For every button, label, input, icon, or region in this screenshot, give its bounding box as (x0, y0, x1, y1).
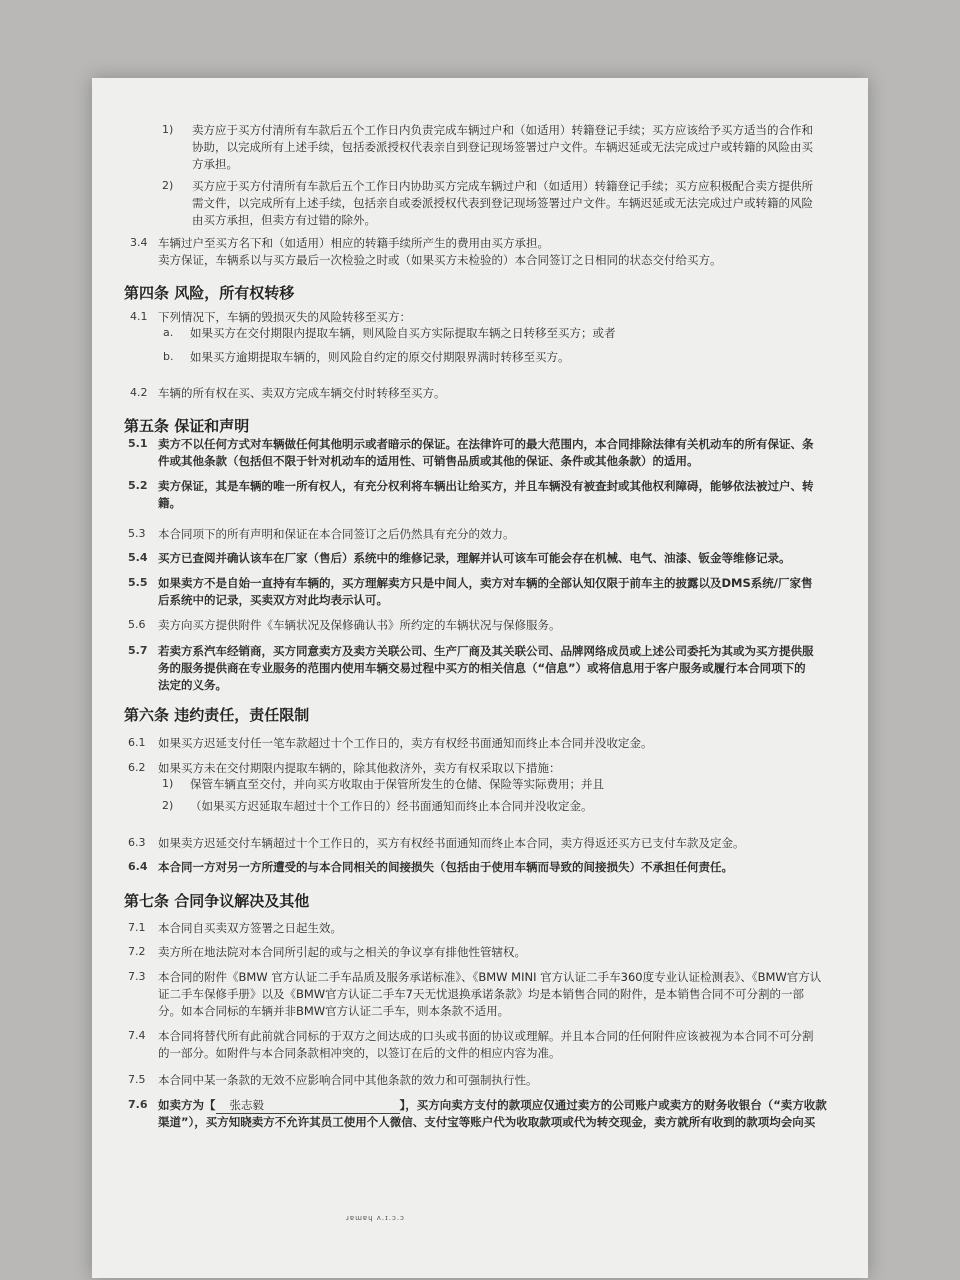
contract-page (92, 78, 868, 1278)
clause-text-line: 分。如本合同标的车辆并非BMW官方认证二手车，则本条款不适用。 (158, 1004, 510, 1018)
clause-text-line: 卖方保证，其是车辆的唯一所有权人，有充分权利将车辆出让给买方，并且车辆没有被查封或其他权利障碍，能够依法被过户、转 (158, 479, 814, 493)
clause-text-line: 后系统中的记录，买卖双方对此均表示认可。 (158, 593, 388, 607)
clause-text-line: 籍。 (158, 496, 181, 510)
clause-text-line: 证二手车保修手册》以及《BMW官方认证二手车7天无忧退换承诺条款》均是本销售合同的附件，是本销售合同不可分割的一部 (158, 987, 804, 1001)
clause-text-line: 如果买方在交付期限内提取车辆，则风险自买方实际提取车辆之日转移至买方；或者 (190, 326, 616, 340)
clause-text-line: 法定的义务。 (158, 678, 227, 692)
clause-text-line: 本合同将替代所有此前就合同标的于双方之间达成的口头或书面的协议或理解。并且本合同的任何附件应该被视为本合同不可分割 (158, 1029, 814, 1043)
clause-text-line: 需文件，以完成所有上述手续，包括亲自或委派授权代表到登记现场签署过户文件。车辆迟延或无法完成过户或转籍的风险 (192, 196, 813, 210)
clause-number: 5.3 (128, 527, 146, 540)
clause-number: 4.1 (130, 310, 148, 323)
clause-number: 6.3 (128, 836, 146, 849)
fill-prefix: 如卖方为【 (158, 1098, 216, 1112)
clause-number: 2) (162, 799, 174, 812)
clause-number: 6.2 (128, 761, 146, 774)
clause-text-line: （如果买方迟延取车超过十个工作日的）经书面通知而终止本合同并没收定金。 (190, 799, 593, 813)
clause-number: 2) (162, 179, 174, 192)
clause-number: 4.2 (130, 386, 148, 399)
clause-text-line: 本合同一方对另一方所遭受的与本合同相关的间接损失（包括由于使用车辆而导致的间接损失）不承担任何责任。 (158, 860, 733, 874)
clause-number: a. (163, 326, 174, 339)
clause-text-line: 渠道”），买方知晓卖方不允许其员工使用个人微信、支付宝等账户代为收取款项或代为转交现金，卖方就所有收到的款项均会向买 (158, 1115, 816, 1129)
clause-number: 5.6 (128, 618, 146, 631)
clause-text-line: 本合同自买卖双方签署之日起生效。 (158, 921, 342, 935)
clause-text-line: 由买方承担，但卖方有过错的除外。 (192, 213, 376, 227)
clause-number: 3.4 (130, 236, 148, 249)
clause-text-line: 如果卖方迟延交付车辆超过十个工作日的，买方有权经书面通知而终止本合同，卖方得返还买方已支付车款及定金。 (158, 836, 745, 850)
clause-text-line: 车辆的所有权在买、卖双方完成车辆交付时转移至买方。 (158, 386, 446, 400)
clause-number: 5.7 (128, 644, 148, 657)
clause-text-line: 卖方应于买方付清所有车款后五个工作日内负责完成车辆过户和（如适用）转籍登记手续；买方应该给予买方适当的合作和 (192, 123, 813, 137)
section-heading: 第七条 合同争议解决及其他 (124, 892, 310, 910)
clause-text-line: 保管车辆直至交付，并向买方收取由于保管所发生的仓储、保险等实际费用；并且 (190, 777, 604, 791)
clause-number: b. (163, 350, 174, 363)
clause-number: 5.2 (128, 479, 148, 492)
clause-text-line: 本合同中某一条款的无效不应影响合同中其他条款的效力和可强制执行性。 (158, 1073, 538, 1087)
clause-number: 7.1 (128, 921, 146, 934)
clause-text-line: 本合同的附件《BMW 官方认证二手车品质及服务承诺标准》、《BMW MINI 官方认证二手车360度专业认证检测表》、《BMW官方认 (158, 970, 822, 984)
clause-number: 1) (162, 123, 174, 136)
page-footer-mark: ɹɐɯɐɥ ᴧ.ɪ.ɔ.ɔ (346, 1214, 405, 1222)
fill-suffix: 】，买方向卖方支付的款项应仅通过卖方的公司账户或卖方的财务收银台（“卖方收款 (399, 1098, 827, 1112)
section-heading: 第六条 违约责任，责任限制 (124, 706, 310, 724)
clause-text-line: 车辆过户至买方名下和（如适用）相应的转籍手续所产生的费用由买方承担。 (158, 236, 549, 250)
clause-text-line: 买方应于买方付清所有车款后五个工作日内协助买方完成车辆过户和（如适用）转籍登记手续；买方应积极配合卖方提供所 (192, 179, 813, 193)
section-heading: 第五条 保证和声明 (124, 417, 250, 435)
clause-text-line: 如果买方迟延支付任一笔车款超过十个工作日的，卖方有权经书面通知而终止本合同并没收定金。 (158, 736, 653, 750)
clause-number: 1) (162, 777, 174, 790)
clause-text-line: 务的服务提供商在专业服务的范围内使用车辆交易过程中买方的相关信息（“信息”）或将信息用于客户服务或履行本合同项下的 (158, 661, 806, 675)
clause-number: 5.4 (128, 551, 148, 564)
clause-text-line: 买方已查阅并确认该车在厂家（售后）系统中的维修记录，理解并认可该车可能会存在机械、电气、油漆、钣金等维修记录。 (158, 551, 791, 565)
seller-name-field: 张志毅 (216, 1097, 400, 1114)
clause-number: 6.4 (128, 860, 148, 873)
clause-text-line: 卖方不以任何方式对车辆做任何其他明示或者暗示的保证。在法律许可的最大范围内，本合同排除法律有关机动车的所有保证、条 (158, 437, 814, 451)
clause-text-line: 方承担。 (192, 157, 238, 171)
clause-text-line: 如果买方逾期提取车辆的，则风险自约定的原交付期限界满时转移至买方。 (190, 350, 570, 364)
clause-number: 7.2 (128, 945, 146, 958)
clause-number: 7.3 (128, 970, 146, 983)
clause-text-line: 下列情况下，车辆的毁损灭失的风险转移至买方： (158, 310, 411, 324)
clause-number: 7.5 (128, 1073, 146, 1086)
clause-number: 7.6 (128, 1098, 148, 1111)
section-heading: 第四条 风险，所有权转移 (124, 284, 295, 302)
clause-text-line: 本合同项下的所有声明和保证在本合同签订之后仍然具有充分的效力。 (158, 527, 515, 541)
clause-number: 5.1 (128, 437, 148, 450)
clause-number: 7.4 (128, 1029, 146, 1042)
clause-text-line: 卖方所在地法院对本合同所引起的或与之相关的争议享有排他性管辖权。 (158, 945, 526, 959)
clause-text-line: 如果买方未在交付期限内提取车辆的，除其他救济外，卖方有权采取以下措施： (158, 761, 561, 775)
clause-text-line: 若卖方系汽车经销商，买方同意卖方及卖方关联公司、生产厂商及其关联公司、品牌网络成员或上述公司委托为其或为买方提供服 (158, 644, 814, 658)
clause-text-line: 的一部分。如附件与本合同条款相冲突的，以签订在后的文件的相应内容为准。 (158, 1046, 561, 1060)
clause-text-line: 卖方向买方提供附件《车辆状况及保修确认书》所约定的车辆状况与保修服务。 (158, 618, 561, 632)
clause-number: 6.1 (128, 736, 146, 749)
clause-number: 5.5 (128, 576, 148, 589)
clause-text-line: 卖方保证，车辆系以与买方最后一次检验之时或（如果买方未检验的）本合同签订之日相同的状态交付给买方。 (158, 253, 722, 267)
clause-text-line: 协助，以完成所有上述手续，包括委派授权代表亲自到登记现场签署过户文件。车辆迟延或无法完成过户或转籍的风险由买 (192, 140, 813, 154)
clause-text-line: 件或其他条款（包括但不限于针对机动车的适用性、可销售品质或其他的保证、条件或其他条款）的适用。 (158, 454, 699, 468)
clause-text-line (158, 1097, 827, 1114)
clause-text-line: 如果卖方不是自始一直持有车辆的，买方理解卖方只是中间人，卖方对车辆的全部认知仅限于前车主的披露以及DMS系统/厂家售 (158, 576, 813, 590)
